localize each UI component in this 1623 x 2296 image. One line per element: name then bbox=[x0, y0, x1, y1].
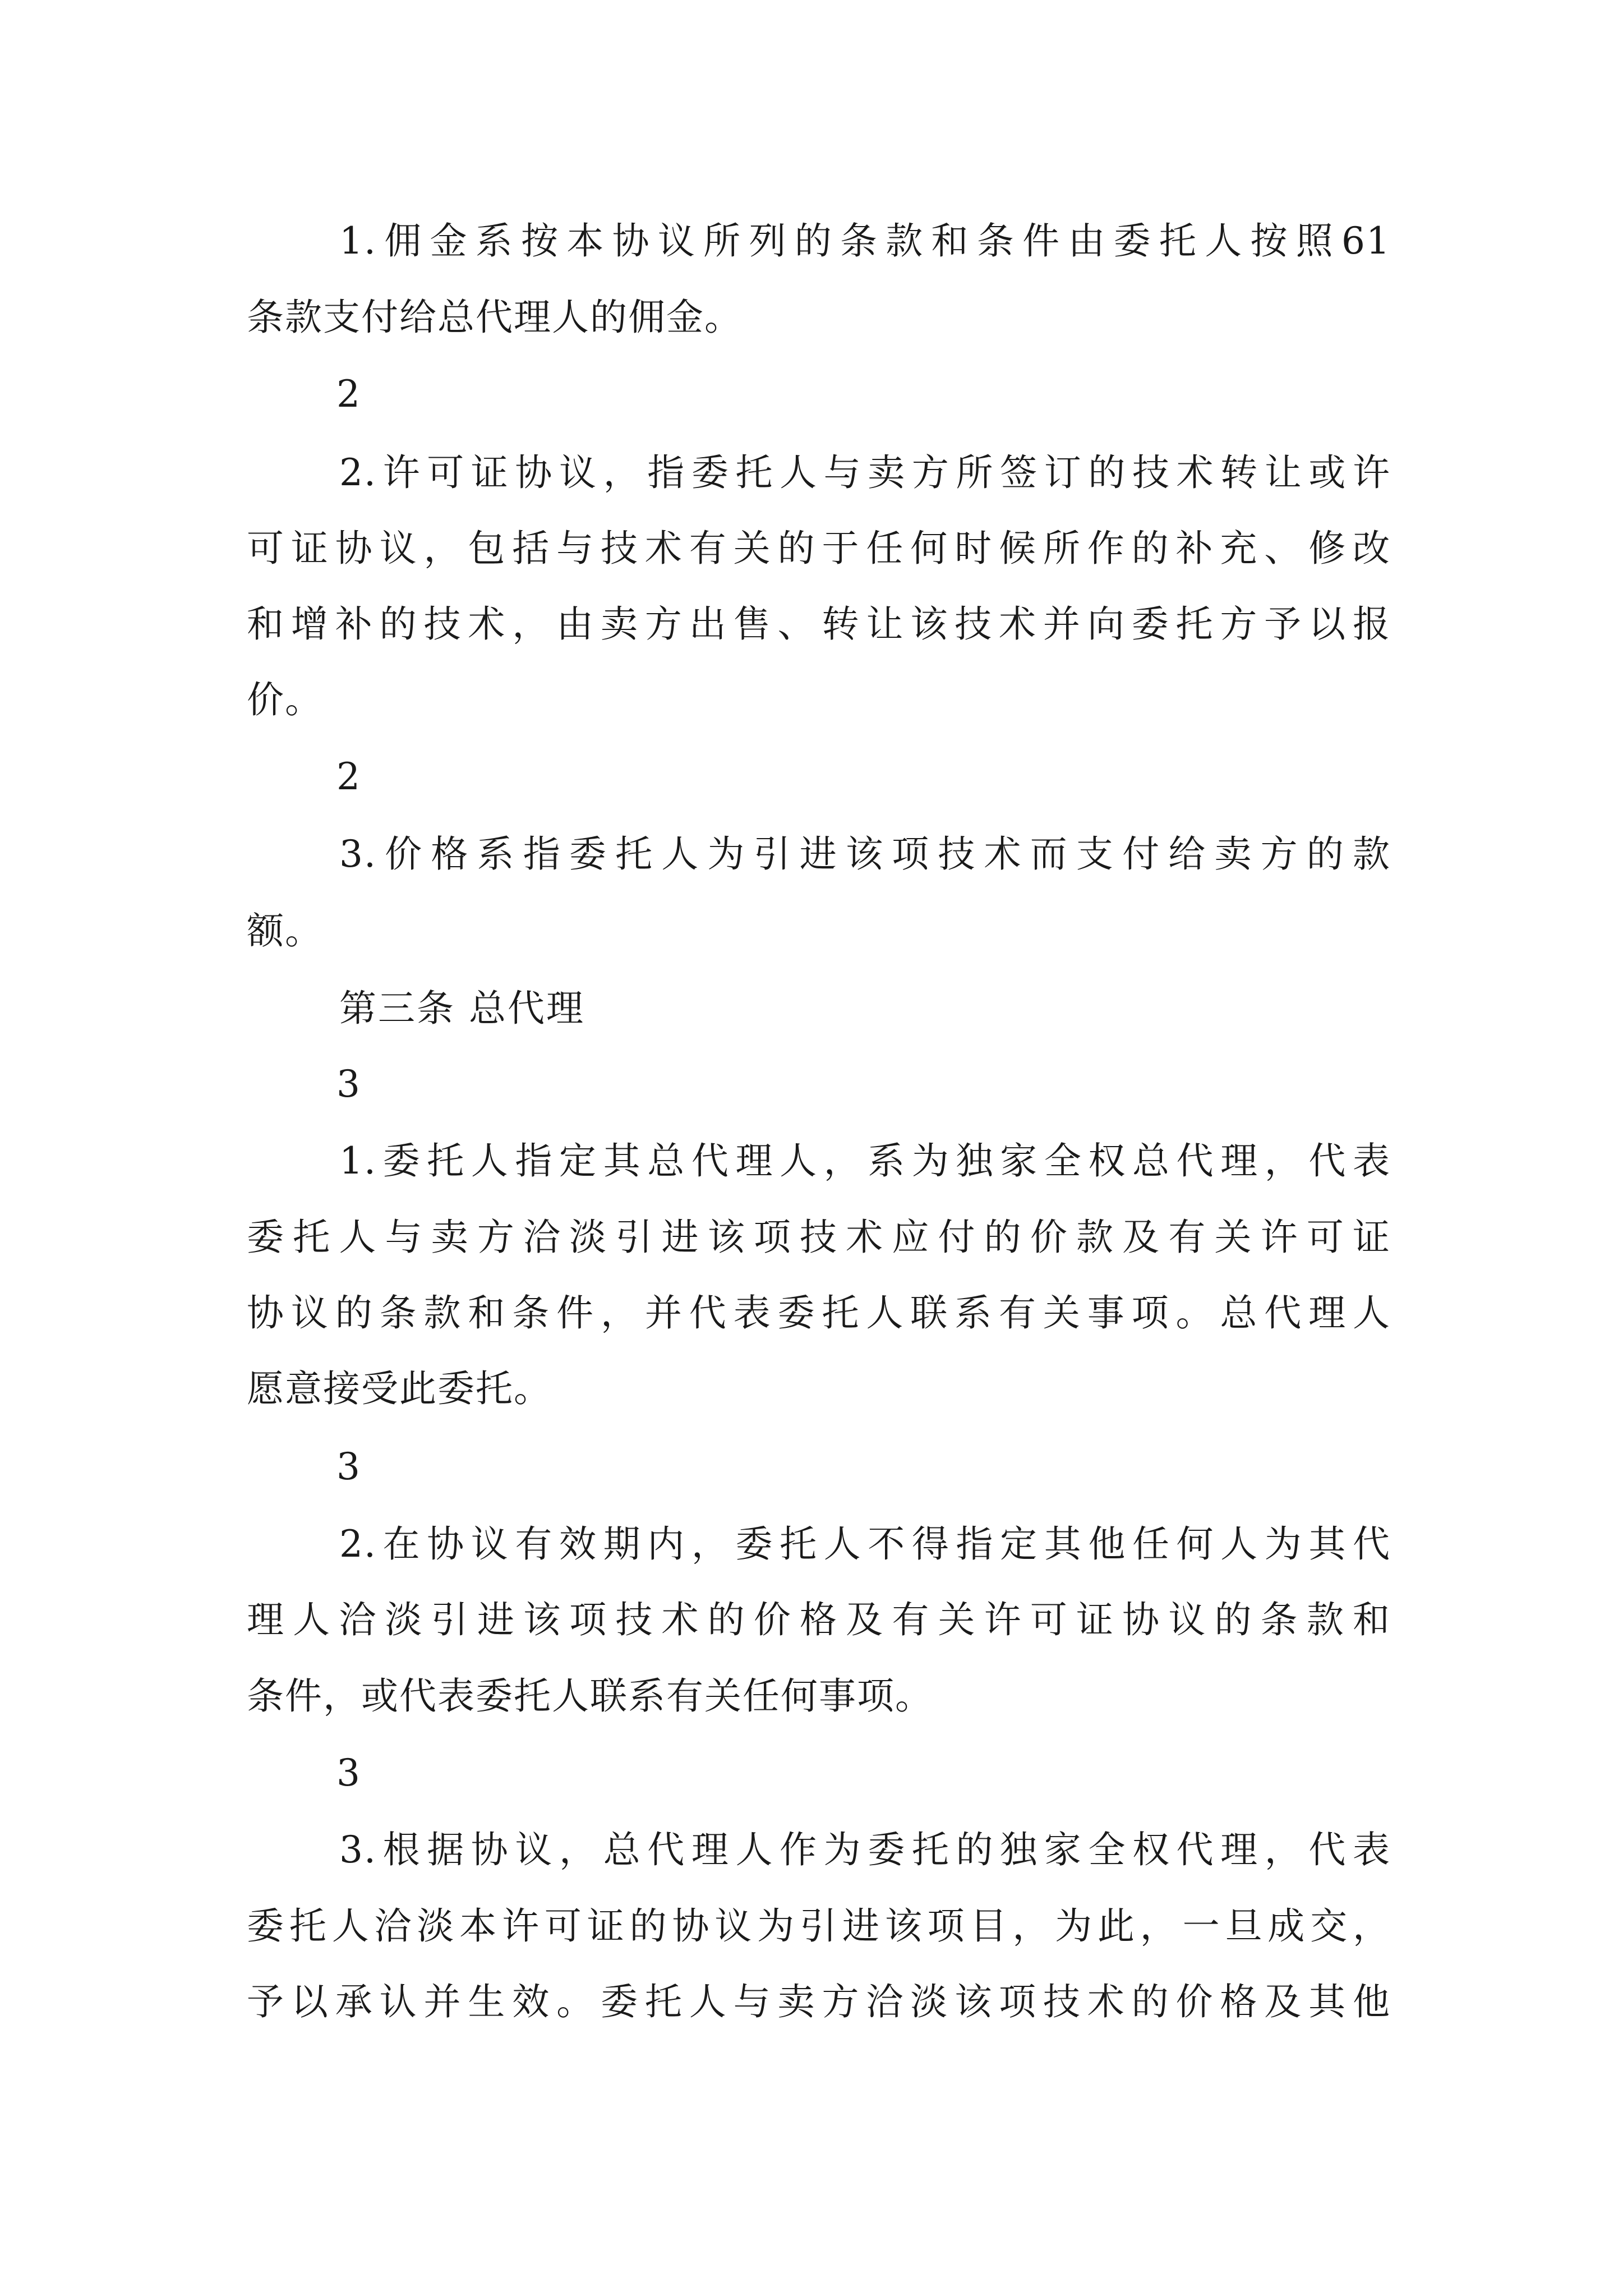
paragraph-3-line-2: 额。 bbox=[247, 909, 323, 953]
section-number-marker: 3 bbox=[336, 1445, 361, 1488]
paragraph-2-line-3: 和增补的技术，由卖方出售、转让该技术并向委托方予以报 bbox=[247, 602, 1391, 646]
paragraph-6-line-2: 委托人洽淡本许可证的协议为引进该项目，为此，一旦成交， bbox=[247, 1904, 1391, 1948]
section-number-marker: 3 bbox=[336, 1062, 361, 1106]
paragraph-5-line-3: 条件，或代表委托人联系有关任何事项。 bbox=[247, 1674, 933, 1718]
paragraph-4-line-3: 协议的条款和条件，并代表委托人联系有关事项。总代理人 bbox=[247, 1291, 1391, 1335]
paragraph-4-line-1: 1.委托人指定其总代理人，系为独家全权总代理，代表 bbox=[339, 1139, 1391, 1182]
paragraph-5-line-2: 理人洽淡引进该项技术的价格及有关许可证协议的条款和 bbox=[247, 1598, 1391, 1641]
paragraph-2-line-2: 可证协议，包括与技术有关的于任何时候所作的补充、修改 bbox=[247, 527, 1391, 570]
paragraph-4-line-2: 委托人与卖方洽淡引进该项技术应付的价款及有关许可证 bbox=[247, 1216, 1391, 1259]
paragraph-3-line-1: 3.价格系指委托人为引进该项技术而支付给卖方的款 bbox=[339, 832, 1391, 876]
paragraph-2-line-4: 价。 bbox=[247, 678, 323, 721]
paragraph-6-line-3: 予以承认并生效。委托人与卖方洽淡该项技术的价格及其他 bbox=[247, 1980, 1391, 2023]
paragraph-2-line-1: 2.许可证协议，指委托人与卖方所签订的技术转让或许 bbox=[339, 451, 1391, 494]
paragraph-5-line-1: 2.在协议有效期内，委托人不得指定其他任何人为其代 bbox=[339, 1522, 1391, 1566]
article-heading: 第三条 总代理 bbox=[339, 987, 585, 1030]
section-number-marker: 2 bbox=[336, 372, 361, 416]
paragraph-4-line-4: 愿意接受此委托。 bbox=[247, 1367, 552, 1410]
section-number-marker: 2 bbox=[336, 755, 361, 798]
paragraph-1-line-2: 条款支付给总代理人的佣金。 bbox=[247, 296, 743, 339]
paragraph-6-line-1: 3.根据协议，总代理人作为委托的独家全权代理，代表 bbox=[339, 1828, 1391, 1871]
paragraph-1-line-1: 1.佣金系按本协议所列的条款和条件由委托人按照61 bbox=[339, 219, 1391, 263]
section-number-marker: 3 bbox=[336, 1751, 361, 1795]
